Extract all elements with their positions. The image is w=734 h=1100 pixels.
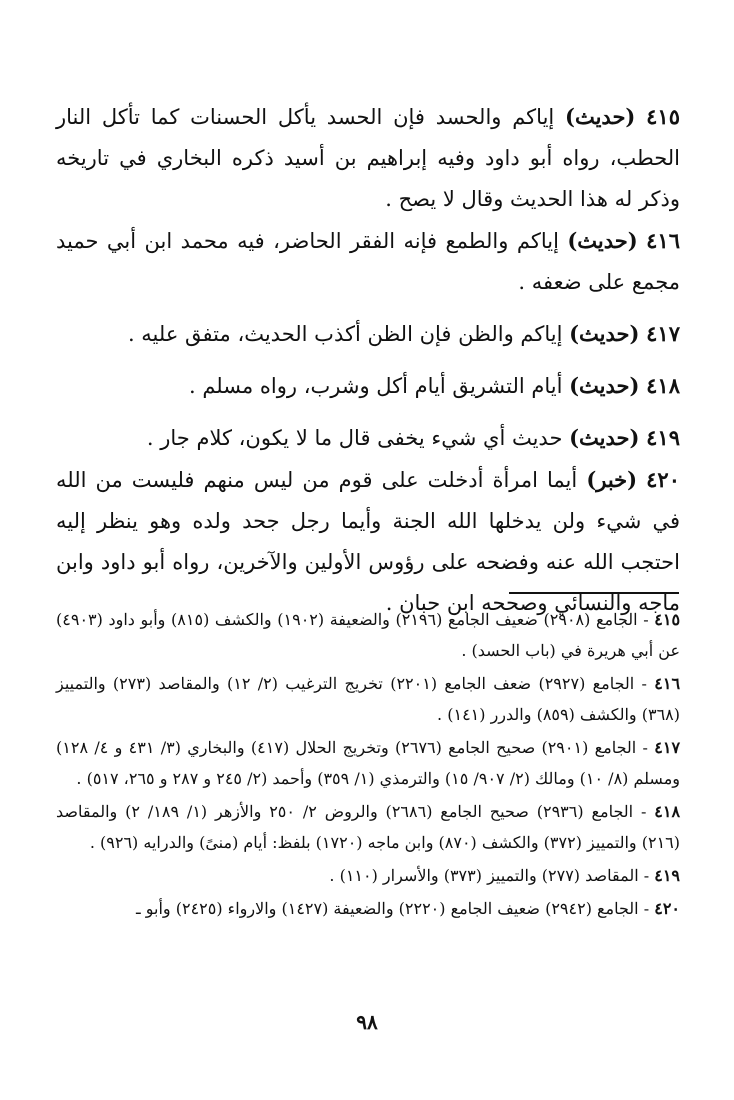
entry-text: إياكم والحسد فإن الحسد يأكل الحسنات كما تأكل النار الحطب، رواه أبو داود وفيه إبراهيم بن أسيد ذكره البخاري في تاريخه وذكر له هذا الحديث وقال لا يصح . [56,105,680,211]
footnote-number: ٤٢٠ [654,899,680,918]
entry-tag: (حديث) [567,228,638,253]
footnote-number: ٤١٥ [654,610,681,629]
main-text [56,96,680,624]
hadith-entry-419 [56,417,680,459]
footnote-text: - الجامع (٢٩٠٨) ضعيف الجامع (٢١٩٦) والضعيفة (١٩٠٢) والكشف (٨١٥) وأبو داود (٤٩٠٣) عن أبي هريرة في (باب الحسد) . [56,610,680,660]
entry-tag: (حديث) [569,321,640,346]
entry-number: ٤١٧ [646,321,680,346]
entry-number: ٤١٥ [646,104,680,129]
entry-number: ٤١٩ [646,425,680,450]
footnote-416 [56,668,680,730]
footnote-number: ٤١٩ [654,866,680,885]
footnote-text: - الجامع (٢٩٠١) صحيح الجامع (٢٦٧٦) وتخريج الحلال (٤١٧) والبخاري (٣/ ٤٣١ و ٤/ ١٢٨) ومسلم (٨/ ١٠) ومالك (٢/ ٩٠٧/ ١٥) والترمذي (١/ ٣٥٩) وأحمد (٢/ ٢٤٥ و ٢٨٧ و ٢٦٥، ٥١٧) . [56,738,680,788]
footnote-number: ٤١٧ [654,738,681,757]
footnote-420 [56,893,680,924]
entry-tag: (خبر) [586,467,638,492]
entry-text: أيما امرأة أدخلت على قوم من ليس منهم فليست من الله في شيء ولن يدخلها الله الجنة وأيما رجل جحد ولده وهو ينظر إليه احتجب الله عنه وفضحه على رؤوس الأولين والآخرين، رواه أبو داود وابن ماجه والنسائي وصححه ابن حبان . [56,468,680,615]
entry-tag: (حديث) [569,373,640,398]
hadith-entry-420 [56,459,680,624]
footnote-number: ٤١٦ [654,674,681,693]
entry-text: حديث أي شيء يخفى قال ما لا يكون، كلام جار . [146,426,563,450]
entry-number: ٤٢٠ [646,467,680,492]
hadith-entry-415 [56,96,680,220]
footnote-text: - المقاصد (٢٧٧) والتمييز (٣٧٣) والأسرار (١١٠) . [329,866,650,885]
footnote-418 [56,796,680,858]
footnote-divider [509,592,679,594]
footnote-419 [56,860,680,891]
footnote-text: - الجامع (٢٩٣٦) صحيح الجامع (٢٦٨٦) والروض ٢/ ٢٥٠ والأزهر (١/ ١٨٩/ ٢) والمقاصد (٢١٦) والتمييز (٣٧٢) والكشف (٨٧٠) وابن ماجه (١٧٢٠) بلفظ: أيام (منىً) والدرايه (٩٢٦) . [56,802,680,852]
page-number: ٩٨ [356,1010,378,1034]
entry-tag: (حديث) [569,425,640,450]
hadith-entry-417 [56,313,680,355]
footnotes [56,604,680,926]
hadith-entry-418 [56,365,680,407]
entry-number: ٤١٦ [646,228,680,253]
entry-text: إياكم والظن فإن الظن أكذب الحديث، متفق عليه . [127,322,563,346]
footnote-text: - الجامع (٢٩٢٧) ضعف الجامع (٢٢٠١) تخريج الترغيب (٢/ ١٢) والمقاصد (٢٧٣) والتمييز (٣٦٨) والكشف (٨٥٩) والدرر (١٤١) . [56,674,680,724]
footnote-415 [56,604,680,666]
footnote-number: ٤١٨ [654,802,681,821]
entry-tag: (حديث) [565,104,636,129]
entry-text: أيام التشريق أيام أكل وشرب، رواه مسلم . [188,374,563,398]
hadith-entry-416 [56,220,680,303]
entry-number: ٤١٨ [646,373,680,398]
footnote-text: - الجامع (٢٩٤٢) ضعيف الجامع (٢٢٢٠) والضعيفة (١٤٢٧) والارواء (٢٤٢٥) وأبو ـ [135,899,650,918]
footnote-417 [56,732,680,794]
entry-text: إياكم والطمع فإنه الفقر الحاضر، فيه محمد ابن أبي حميد مجمع على ضعفه . [56,229,680,294]
